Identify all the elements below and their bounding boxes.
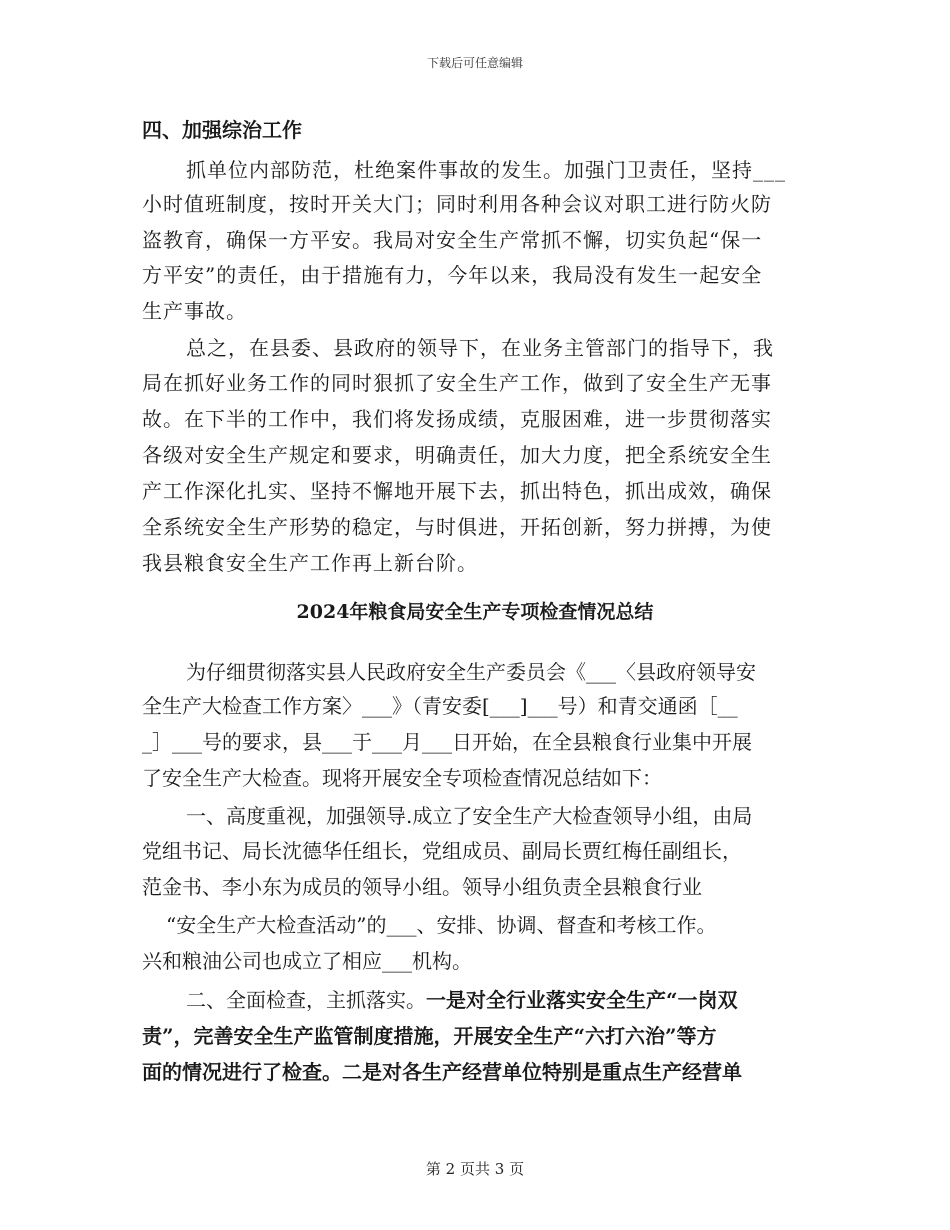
section-heading: 四、加强综治工作	[142, 118, 302, 142]
paragraph-line: 党组书记、局长沈德华任组长，党组成员、副局长贾红梅任副组长，	[142, 839, 742, 863]
paragraph-line: 故。在下半的工作中，我们将发扬成绩，克服困难，进一步贯彻落实	[142, 407, 772, 431]
paragraph-line: 产工作深化扎实、坚持不懈地开展下去，抓出特色，抓出成效，确保	[142, 479, 772, 503]
paragraph-line: 面的情况进行了检查。二是对各生产经营单位特别是重点生产经营单	[142, 1060, 742, 1084]
page-footer: 第 2 页共 3 页	[425, 1160, 525, 1178]
part2-bold-start: 一是对全行业落实安全生产“一岗双	[426, 988, 738, 1012]
paragraph-line: 为仔细贯彻落实县人民政府安全生产委员会《___〈县政府领导安	[186, 660, 756, 684]
paragraph-line: 生产事故。	[142, 299, 247, 323]
paragraph-line: _］___号的要求，县___于___月___日开始，在全县粮食行业集中开展	[142, 730, 752, 754]
paragraph-line: 局在抓好业务工作的同时狠抓了安全生产工作，做到了安全生产无事	[142, 371, 772, 395]
paragraph-line: 全生产大检查工作方案〉___》（青安委[___]___号）和青交通函［__	[142, 694, 738, 718]
paragraph-line: 小时值班制度，按时开关大门；同时利用各种会议对职工进行防火防	[142, 192, 772, 216]
part2-lead: 二、全面检查，主抓落实。	[186, 988, 426, 1012]
paragraph-line: 总之，在县委、县政府的领导下，在业务主管部门的指导下，我	[186, 336, 774, 360]
paragraph-line: “安全生产大检查活动”的___、安排、协调、督查和考核工作。	[166, 913, 717, 937]
article-title: 2024年粮食局安全生产专项检查情况总结	[296, 601, 654, 623]
paragraph-line: 全系统安全生产形势的稳定，与时俱进，开拓创新，努力拼搏，为使	[142, 515, 772, 539]
paragraph-line: 兴和粮油公司也成立了相应___机构。	[142, 949, 472, 973]
paragraph-line: 方平安”的责任，由于措施有力，今年以来，我局没有发生一起安全	[142, 263, 763, 287]
paragraph-line: 责”，完善安全生产监管制度措施，开展安全生产“六打六治”等方	[142, 1024, 717, 1048]
paragraph-line: 一、高度重视，加强领导.成立了安全生产大检查领导小组，由局	[186, 804, 753, 828]
page-header: 下载后可任意编辑	[426, 56, 523, 70]
paragraph-line: 我县粮食安全生产工作再上新台阶。	[142, 551, 478, 575]
paragraph-line: 盗教育，确保一方平安。我局对安全生产常抓不懈，切实负起“保一	[142, 228, 763, 252]
paragraph-line: 各级对安全生产规定和要求，明确责任，加大力度，把全系统安全生	[142, 443, 772, 467]
paragraph-line-mixed	[186, 986, 822, 1014]
paragraph-line: 范金书、李小东为成员的领导小组。领导小组负责全县粮食行业	[142, 875, 702, 899]
paragraph-line: 抓单位内部防范，杜绝案件事故的发生。加强门卫责任，坚持___	[186, 158, 786, 182]
paragraph-line: 了安全生产大检查。现将开展安全专项检查情况总结如下：	[142, 766, 662, 790]
